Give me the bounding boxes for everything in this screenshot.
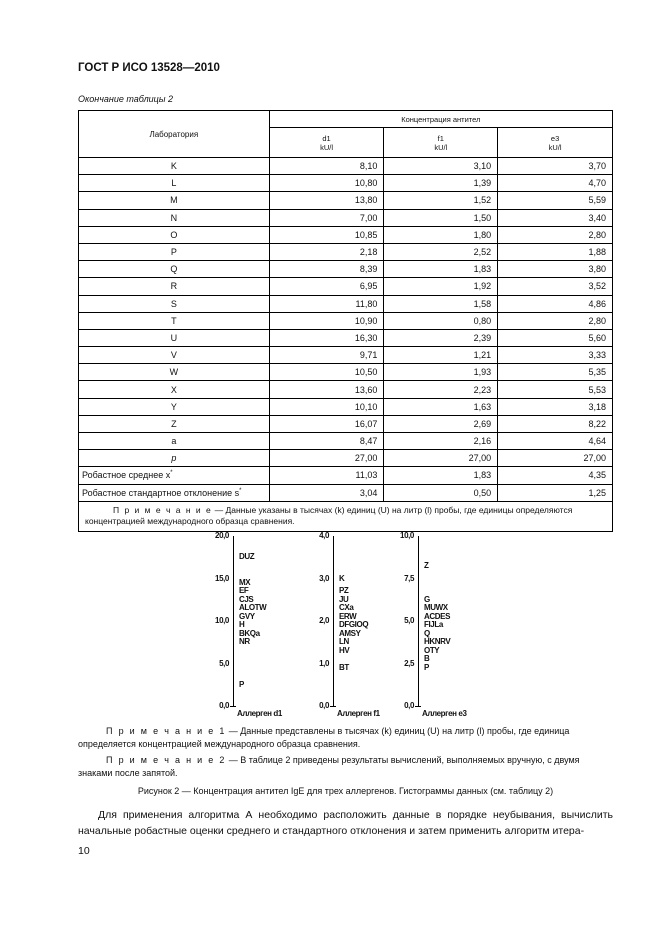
note-1-text: — Данные представлены в тысячах (k) единиц (U) на литр (l) пробы, где единица определяется концентрацией международного образца сравнения.	[78, 726, 570, 750]
row-label-text: Робастное среднее x	[82, 470, 171, 481]
histogram-leaf: K	[339, 573, 345, 583]
value-cell-e3: 3,52	[498, 278, 613, 295]
note-2-label: П р и м е ч а н и е 2	[106, 755, 227, 765]
value-cell-f1: 3,10	[384, 158, 498, 175]
histogram-leaf: DFGIOQ	[339, 620, 369, 630]
histogram-leaf: HKNRV	[424, 637, 451, 647]
histogram-leaf: AMSY	[339, 628, 361, 638]
lab-cell: W	[79, 364, 270, 381]
histogram-leaf: P	[424, 662, 429, 672]
lab-cell: V	[79, 347, 270, 364]
robust-sd-row	[79, 484, 613, 501]
table-row	[79, 329, 613, 346]
histogram-leaf: MX	[239, 577, 251, 587]
table-caption: Окончание таблицы 2	[78, 94, 173, 104]
note-2-text: — В таблице 2 приведены результаты вычислений, выполняемых вручную, с двумя знаками после запятой.	[78, 755, 580, 779]
lab-cell: M	[79, 192, 270, 209]
histogram-leaf: OTY	[424, 645, 440, 655]
column-unit: kU/l	[548, 142, 562, 152]
value-cell-e3: 5,35	[498, 364, 613, 381]
table-row	[79, 415, 613, 432]
value-cell-d1: 3,04	[269, 484, 384, 501]
note-2	[78, 754, 613, 780]
value-cell-e3: 4,35	[498, 467, 613, 484]
column-header-e3	[498, 128, 613, 158]
value-cell-d1: 7,00	[269, 209, 384, 226]
histogram-leaf: BT	[339, 662, 349, 672]
value-cell-e3: 3,40	[498, 209, 613, 226]
tick-label: 0,0	[404, 701, 414, 710]
panel-title: Аллерген f1	[337, 709, 380, 718]
table-note-label: П р и м е ч а н и е	[113, 504, 213, 515]
axis-base-2	[330, 706, 336, 707]
axis-line-2	[333, 536, 334, 706]
lab-cell: P	[79, 243, 270, 260]
value-cell-d1: 13,80	[269, 192, 384, 209]
histogram-leaf: Z	[424, 560, 429, 570]
histogram-leaf: FIJLa	[424, 620, 443, 630]
value-cell-d1: 27,00	[269, 450, 384, 467]
value-cell-f1: 1,83	[384, 261, 498, 278]
column-name: f1	[437, 133, 444, 143]
antibody-table	[78, 110, 613, 532]
robust-sd-row-label	[79, 484, 270, 501]
value-cell-f1: 1,21	[384, 347, 498, 364]
value-cell-d1: 10,10	[269, 398, 384, 415]
value-cell-f1: 2,69	[384, 415, 498, 432]
value-cell-e3: 2,80	[498, 226, 613, 243]
row-label-sup: *	[239, 487, 242, 494]
value-cell-e3: 3,80	[498, 261, 613, 278]
value-cell-e3: 1,25	[498, 484, 613, 501]
note-1	[78, 725, 613, 751]
histogram-leaf: P	[239, 679, 244, 689]
value-cell-d1: 10,90	[269, 312, 384, 329]
column-header-f1	[384, 128, 498, 158]
histogram-leaf: GVY	[239, 611, 255, 621]
histogram-leaf: HV	[339, 645, 350, 655]
value-cell-e3: 1,88	[498, 243, 613, 260]
value-cell-d1: 11,80	[269, 295, 384, 312]
value-cell-d1: 10,85	[269, 226, 384, 243]
lab-cell: R	[79, 278, 270, 295]
table-row	[79, 209, 613, 226]
body-paragraph: Для применения алгоритма А необходимо расположить данные в порядке неубывания, вычислить начальные робастные оценки среднего и стандартного отклонения и затем применить алгоритм итера-	[78, 809, 613, 837]
document-header: ГОСТ Р ИСО 13528—2010	[78, 62, 220, 74]
histogram-leaf: NR	[239, 637, 250, 647]
lab-cell: a	[79, 433, 270, 450]
table-row	[79, 364, 613, 381]
value-cell-d1: 8,47	[269, 433, 384, 450]
table-row	[79, 347, 613, 364]
table-row	[79, 261, 613, 278]
tick-label: 0,0	[219, 701, 229, 710]
value-cell-e3: 3,33	[498, 347, 613, 364]
table-row	[79, 226, 613, 243]
value-cell-d1: 10,50	[269, 364, 384, 381]
table-row	[79, 312, 613, 329]
lab-cell: Y	[79, 398, 270, 415]
lab-cell: L	[79, 175, 270, 192]
histogram-leaf: B	[424, 654, 430, 664]
lab-cell: N	[79, 209, 270, 226]
histogram-leaf: BKQa	[239, 628, 260, 638]
tick-label: 20,0	[215, 531, 229, 540]
histogram-leaf: CJS	[239, 594, 254, 604]
value-cell-e3: 4,86	[498, 295, 613, 312]
lab-cell: S	[79, 295, 270, 312]
value-cell-e3: 4,70	[498, 175, 613, 192]
value-cell-f1: 1,58	[384, 295, 498, 312]
tick-label: 3,0	[319, 573, 329, 583]
value-cell-f1: 1,39	[384, 175, 498, 192]
value-cell-d1: 8,10	[269, 158, 384, 175]
value-cell-d1: 13,60	[269, 381, 384, 398]
value-cell-f1: 2,16	[384, 433, 498, 450]
conc-header: Концентрация антител	[269, 111, 612, 128]
histogram-leaf: JU	[339, 594, 349, 604]
value-cell-d1: 16,30	[269, 329, 384, 346]
table-note-row	[79, 501, 613, 531]
value-cell-e3: 2,80	[498, 312, 613, 329]
value-cell-e3: 5,59	[498, 192, 613, 209]
table-row	[79, 192, 613, 209]
value-cell-d1: 16,07	[269, 415, 384, 432]
tick-label: 15,0	[215, 573, 229, 583]
tick-label: 10,0	[215, 616, 229, 625]
axis-line-1	[233, 536, 234, 706]
panel-title: Аллерген e3	[422, 709, 467, 718]
column-header-d1	[269, 128, 384, 158]
histogram-leaf: LN	[339, 637, 349, 647]
lab-cell: Q	[79, 261, 270, 278]
row-label-text: Робастное стандартное отклонение s	[82, 487, 240, 498]
value-cell-f1: 1,63	[384, 398, 498, 415]
tick-label: 5,0	[404, 616, 414, 625]
table-row	[79, 398, 613, 415]
tick-label: 2,0	[319, 616, 329, 625]
histogram-leaf: DUZ	[239, 552, 255, 562]
value-cell-d1: 6,95	[269, 278, 384, 295]
value-cell-f1: 27,00	[384, 450, 498, 467]
tick-label: 4,0	[319, 531, 329, 540]
note-1-label: П р и м е ч а н и е 1	[106, 726, 227, 736]
value-cell-f1: 0,50	[384, 484, 498, 501]
histogram-leaf: ERW	[339, 611, 357, 621]
axis-base-3	[415, 706, 421, 707]
value-cell-f1: 1,52	[384, 192, 498, 209]
value-cell-d1: 2,18	[269, 243, 384, 260]
page-number: 10	[78, 845, 90, 857]
tick-label: 1,0	[319, 658, 329, 668]
histogram-leaf: G	[424, 594, 430, 604]
histogram-leaf: CXa	[339, 603, 354, 613]
lab-cell: X	[79, 381, 270, 398]
figure-caption: Рисунок 2 — Концентрация антител IgE для трех аллергенов. Гистограммы данных (см. таблицу 2)	[137, 786, 554, 796]
axis-base-1	[230, 706, 236, 707]
table-row	[79, 295, 613, 312]
table-row	[79, 381, 613, 398]
value-cell-f1: 2,39	[384, 329, 498, 346]
table-note-text: — Данные указаны в тысячах (k) единиц (U) на литр (l) пробы, где единицы определяются концентрацией международного образца сравнения.	[85, 504, 573, 527]
table-note	[79, 501, 613, 531]
value-cell-d1: 9,71	[269, 347, 384, 364]
lab-cell: K	[79, 158, 270, 175]
tick-label: 10,0	[400, 531, 414, 540]
value-cell-f1: 1,50	[384, 209, 498, 226]
value-cell-f1: 0,80	[384, 312, 498, 329]
robust-mean-row	[79, 467, 613, 484]
histogram-figure	[195, 528, 495, 750]
column-name: d1	[322, 133, 331, 143]
histogram-leaf: EF	[239, 586, 249, 596]
row-label-sup: *	[170, 470, 173, 477]
lab-cell: U	[79, 329, 270, 346]
value-cell-e3: 3,18	[498, 398, 613, 415]
column-unit: kU/l	[320, 142, 333, 152]
histogram-leaf: PZ	[339, 586, 349, 596]
lab-cell: p	[79, 450, 270, 467]
histogram-leaf: MUWX	[424, 603, 448, 613]
lab-cell: Z	[79, 415, 270, 432]
table-row	[79, 175, 613, 192]
table-row	[79, 450, 613, 467]
histogram-leaf: ACDES	[424, 611, 451, 621]
value-cell-d1: 8,39	[269, 261, 384, 278]
column-unit: kU/l	[434, 142, 448, 152]
axis-line-3	[418, 536, 419, 706]
value-cell-f1: 2,52	[384, 243, 498, 260]
value-cell-f1: 1,83	[384, 467, 498, 484]
tick-label: 0,0	[319, 701, 329, 710]
value-cell-f1: 1,92	[384, 278, 498, 295]
tick-label: 5,0	[219, 658, 229, 668]
lab-cell: T	[79, 312, 270, 329]
value-cell-e3: 5,60	[498, 329, 613, 346]
histogram-leaf: H	[239, 620, 245, 630]
tick-label: 7,5	[404, 573, 414, 583]
table-row	[79, 278, 613, 295]
value-cell-e3: 8,22	[498, 415, 613, 432]
lab-header: Лаборатория	[79, 111, 270, 158]
value-cell-e3: 4,64	[498, 433, 613, 450]
value-cell-d1: 10,80	[269, 175, 384, 192]
robust-mean-row-label	[79, 467, 270, 484]
value-cell-f1: 2,23	[384, 381, 498, 398]
value-cell-f1: 1,93	[384, 364, 498, 381]
histogram-leaf: ALOTW	[239, 603, 267, 613]
value-cell-e3: 5,53	[498, 381, 613, 398]
panel-title: Аллерген d1	[237, 709, 282, 718]
table-row	[79, 158, 613, 175]
value-cell-e3: 27,00	[498, 450, 613, 467]
tick-label: 2,5	[404, 658, 414, 668]
table-row	[79, 243, 613, 260]
value-cell-e3: 3,70	[498, 158, 613, 175]
lab-cell: O	[79, 226, 270, 243]
table-row	[79, 433, 613, 450]
value-cell-d1: 11,03	[269, 467, 384, 484]
value-cell-f1: 1,80	[384, 226, 498, 243]
histogram-leaf: Q	[424, 628, 430, 638]
column-name: e3	[550, 133, 560, 143]
